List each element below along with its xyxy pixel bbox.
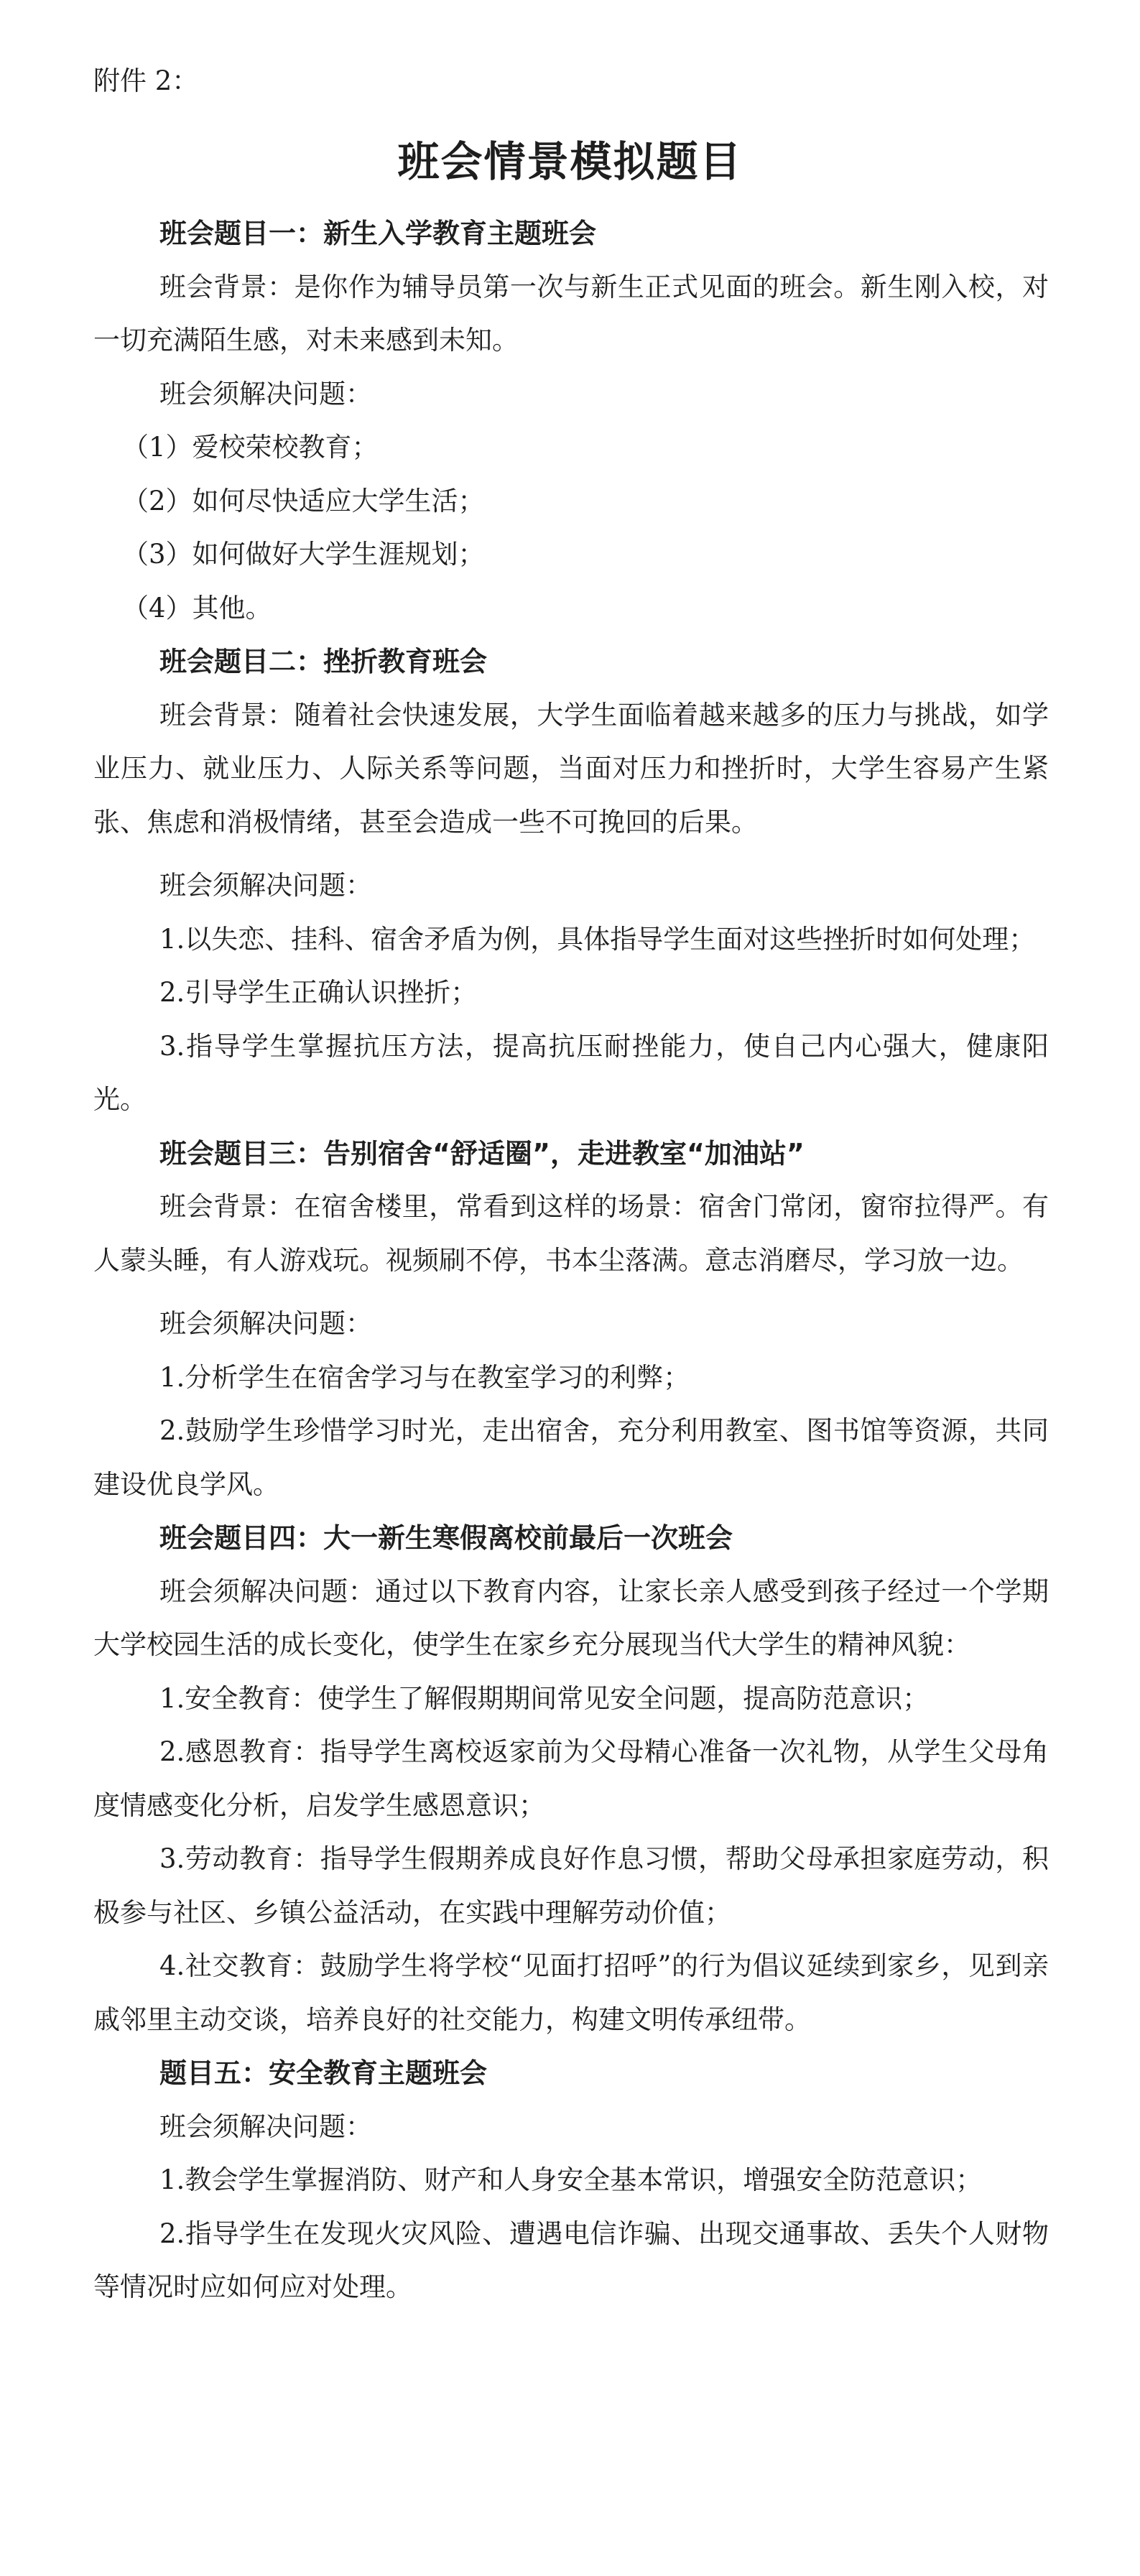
list-item: （3）如何做好大学生涯规划；	[122, 539, 485, 570]
section-heading: 班会题目三：告别宿舍“舒适圈”，走进教室“加油站”	[159, 1137, 805, 1169]
document-body	[93, 207, 1049, 2315]
problems-label: 班会须解决问题：	[159, 2111, 372, 2142]
list-item: 1.教会学生掌握消防、财产和人身安全基本常识，增强安全防范意识；	[159, 2164, 983, 2195]
section-5	[93, 2047, 1049, 2315]
problems-label: 班会须解决问题：	[159, 1308, 372, 1339]
section-4	[93, 1511, 1049, 2047]
list-item: 3.劳动教育：指导学生假期养成良好作息习惯，帮助父母承担家庭劳动，积极参与社区、乡镇公益活动，在实践中理解劳动价值；	[93, 1843, 1049, 1928]
problems-label: 班会须解决问题：	[159, 378, 372, 409]
list-item: 2.鼓励学生珍惜学习时光，走出宿舍，充分利用教室、图书馆等资源，共同建设优良学风。	[93, 1415, 1049, 1500]
document-title: 班会情景模拟题目	[397, 137, 743, 186]
list-item: 2.指导学生在发现火灾风险、遭遇电信诈骗、出现交通事故、丢失个人财物等情况时应如何应对处理。	[93, 2218, 1049, 2302]
annex-label: 附件 2：	[93, 65, 199, 96]
list-item: （2）如何尽快适应大学生活；	[122, 485, 485, 516]
list-item: 1.安全教育：使学生了解假期期间常见安全问题，提高防范意识；	[159, 1682, 930, 1714]
section-intro: 班会须解决问题：通过以下教育内容，让家长亲人感受到孩子经过一个学期大学校园生活的成长变化，使学生在家乡充分展现当代大学生的精神风貌：	[93, 1575, 1049, 1660]
list-item: 4.社交教育：鼓励学生将学校“见面打招呼”的行为倡议延续到家乡，见到亲戚邻里主动交谈，培养良好的社交能力，构建文明传承纽带。	[93, 1950, 1049, 2035]
list-item: 1.分析学生在宿舍学习与在教室学习的利弊；	[159, 1361, 690, 1393]
list-item: 1.以失恋、挂科、宿舍矛盾为例，具体指导学生面对这些挫折时如何处理；	[159, 923, 1036, 955]
list-item: 2.感恩教育：指导学生离校返家前为父母精心准备一次礼物，从学生父母角度情感变化分析，启发学生感恩意识；	[93, 1736, 1049, 1821]
section-heading: 班会题目四：大一新生寒假离校前最后一次班会	[159, 1522, 733, 1554]
section-2	[93, 635, 1049, 1127]
problems-label: 班会须解决问题：	[159, 870, 372, 901]
section-background: 班会背景：在宿舍楼里，常看到这样的场景：宿舍门常闭，窗帘拉得严。有人蒙头睡，有人游戏玩。视频刷不停，书本尘落满。意志消磨尽，学习放一边。	[93, 1191, 1049, 1276]
section-heading: 题目五：安全教育主题班会	[159, 2057, 488, 2089]
section-background: 班会背景：是你作为辅导员第一次与新生正式见面的班会。新生刚入校，对一切充满陌生感，对未来感到未知。	[93, 271, 1049, 356]
list-item: （1）爱校荣校教育；	[122, 432, 379, 463]
section-background: 班会背景：随着社会快速发展，大学生面临着越来越多的压力与挑战，如学业压力、就业压力、人际关系等问题，当面对压力和挫折时，大学生容易产生紧张、焦虑和消极情绪，甚至会造成一些不可挽回的后果。	[93, 699, 1049, 838]
list-item: （4）其他。	[122, 592, 272, 624]
section-3	[93, 1127, 1049, 1512]
section-heading: 班会题目二：挫折教育班会	[159, 646, 488, 677]
section-1	[93, 207, 1049, 635]
list-item: 2.引导学生正确认识挫折；	[159, 977, 478, 1008]
section-heading: 班会题目一：新生入学教育主题班会	[159, 218, 597, 249]
list-item: 3.指导学生掌握抗压方法，提高抗压耐挫能力，使自己内心强大，健康阳光。	[93, 1030, 1049, 1115]
